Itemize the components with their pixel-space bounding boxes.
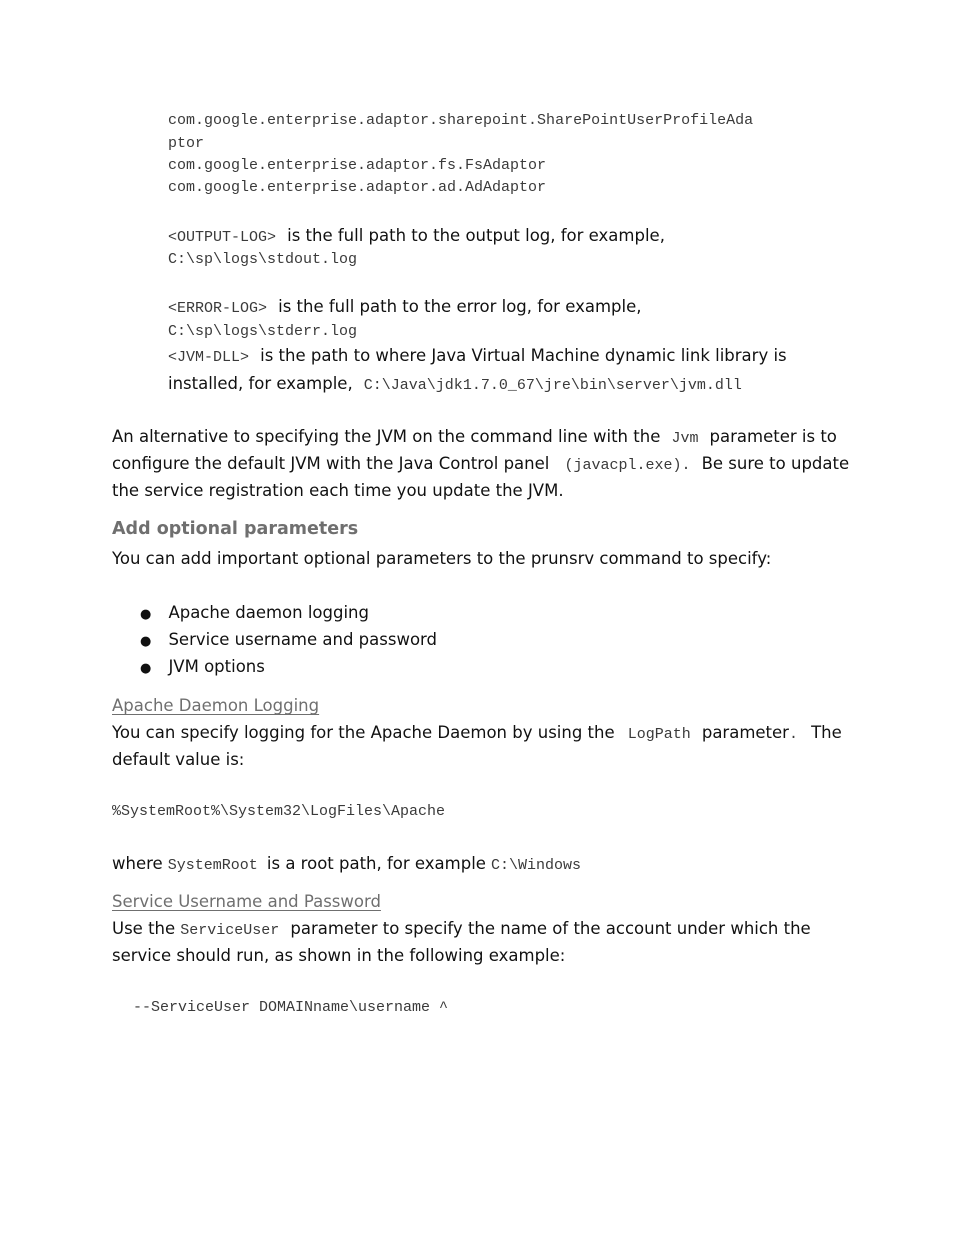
windows-path: C:\Windows — [491, 857, 582, 874]
optional-intro: You can add important optional parameters to the prunsrv command to specify: — [112, 549, 772, 568]
jvm-dll-text: is the path to where Java Virtual Machine dynamic link library is — [260, 346, 787, 365]
javacpl-code: (javacpl.exe). — [564, 457, 691, 474]
error-log-line — [168, 297, 641, 317]
service-para-line-2: service should run, as shown in the following example: — [112, 946, 566, 965]
error-log-path: C:\sp\logs\stderr.log — [168, 323, 358, 340]
output-log-line — [168, 226, 665, 246]
apache-para-line-2: default value is: — [112, 750, 245, 769]
subsection-heading: Apache Daemon Logging — [112, 696, 320, 715]
subsection-heading: Service Username and Password — [112, 892, 381, 911]
alt-para-line-3: the service registration each time you update the JVM. — [112, 481, 564, 500]
logpath-code: LogPath — [627, 726, 691, 743]
jvm-param-code: Jvm — [671, 430, 699, 447]
section-heading: Add optional parameters — [112, 519, 359, 539]
alt-para-line-2: configure the default JVM with the Java Control panel (javacpl.exe). Be sure to update — [112, 454, 850, 474]
list-item: ● JVM options — [140, 657, 265, 676]
class-name-line: com.google.enterprise.adaptor.sharepoint.SharePointUserProfileAda — [168, 112, 754, 129]
output-log-text: is the full path to the output log, for example, — [287, 226, 665, 245]
bullet-icon: ● — [140, 634, 152, 649]
class-name-line: ptor — [168, 135, 205, 152]
default-log-path: %SystemRoot%\System32\LogFiles\Apache — [112, 803, 446, 820]
apache-para-line-1: You can specify logging for the Apache Daemon by using the LogPath parameter. The — [112, 723, 842, 743]
list-item: ● Apache daemon logging — [140, 603, 369, 622]
systemroot-code: SystemRoot — [167, 857, 258, 874]
output-log-path: C:\sp\logs\stdout.log — [168, 251, 358, 268]
jvm-dll-line-2 — [168, 374, 742, 394]
output-log-code: <OUTPUT-LOG> — [168, 229, 277, 246]
alt-para-line-1: An alternative to specifying the JVM on the command line with the Jvm parameter is to — [112, 427, 837, 447]
error-log-text: is the full path to the error log, for example, — [278, 297, 642, 316]
jvm-dll-code: <JVM-DLL> — [168, 349, 250, 366]
list-item: ● Service username and password — [140, 630, 438, 649]
serviceuser-code: ServiceUser — [180, 922, 280, 939]
jvm-dll-line — [168, 346, 787, 366]
service-para-line-1: Use the ServiceUser parameter to specify the name of the account under which the — [112, 919, 811, 939]
jvm-dll-path: C:\Java\jdk1.7.0_67\jre\bin\server\jvm.dll — [363, 377, 742, 394]
class-name-line: com.google.enterprise.adaptor.fs.FsAdaptor — [168, 157, 547, 174]
service-user-example: --ServiceUser DOMAINname\username ^ — [133, 999, 449, 1016]
where-line: where SystemRoot is a root path, for example C:\Windows — [112, 854, 582, 874]
jvm-dll-text-2: installed, for example, — [168, 374, 353, 393]
bullet-icon: ● — [140, 607, 152, 622]
class-name-line: com.google.enterprise.adaptor.ad.AdAdaptor — [168, 179, 547, 196]
error-log-code: <ERROR-LOG> — [168, 300, 268, 317]
bullet-icon: ● — [140, 661, 152, 676]
